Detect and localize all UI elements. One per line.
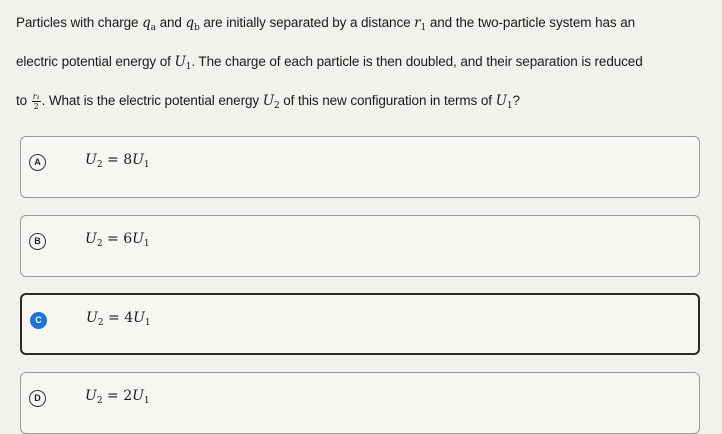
choice-expression: $U_2 = 4U_1$ [86, 310, 151, 328]
question-line-3: to $\frac{\text{r₁}}{2}$ . What is the electric potential energy $U_2$ of this new configuration in terms of $U_1$? [16, 91, 520, 111]
answer-choice-c[interactable] [20, 293, 700, 355]
choice-expression: $U_2 = 6U_1$ [85, 231, 150, 249]
choice-expression: $U_2 = 2U_1$ [85, 388, 150, 406]
question-line-2: electric potential energy of $U_1$. The charge of each particle is then doubled, and their separation is reduced [16, 54, 643, 72]
energy-u2: $U_2$ [262, 93, 280, 111]
choice-letter-badge: C [30, 312, 47, 329]
question-line-1: Particles with charge $q_a$ and $q_b$ are initially separated by a distance $r_1$ and the two-particle system has an [16, 15, 636, 33]
choice-letter-badge: A [29, 154, 46, 171]
answer-choice-a[interactable] [20, 136, 700, 198]
question-text [16, 6, 716, 123]
choice-expression: $U_2 = 8U_1$ [85, 152, 150, 170]
answer-choice-b[interactable] [20, 215, 700, 277]
choice-letter-badge: D [29, 390, 46, 407]
energy-u1: $U_1$ [174, 54, 192, 72]
charge-qa: $q_a$ [142, 15, 156, 33]
choice-letter-badge: B [29, 233, 46, 250]
distance-r1: $r_1$ [414, 15, 427, 33]
charge-qb: $q_b$ [185, 15, 200, 33]
fraction-r1-over-2: $\frac{\text{r₁}}{2}$ [32, 91, 40, 111]
energy-u1: $U_1$ [495, 93, 513, 111]
answer-choice-d[interactable] [20, 372, 700, 434]
